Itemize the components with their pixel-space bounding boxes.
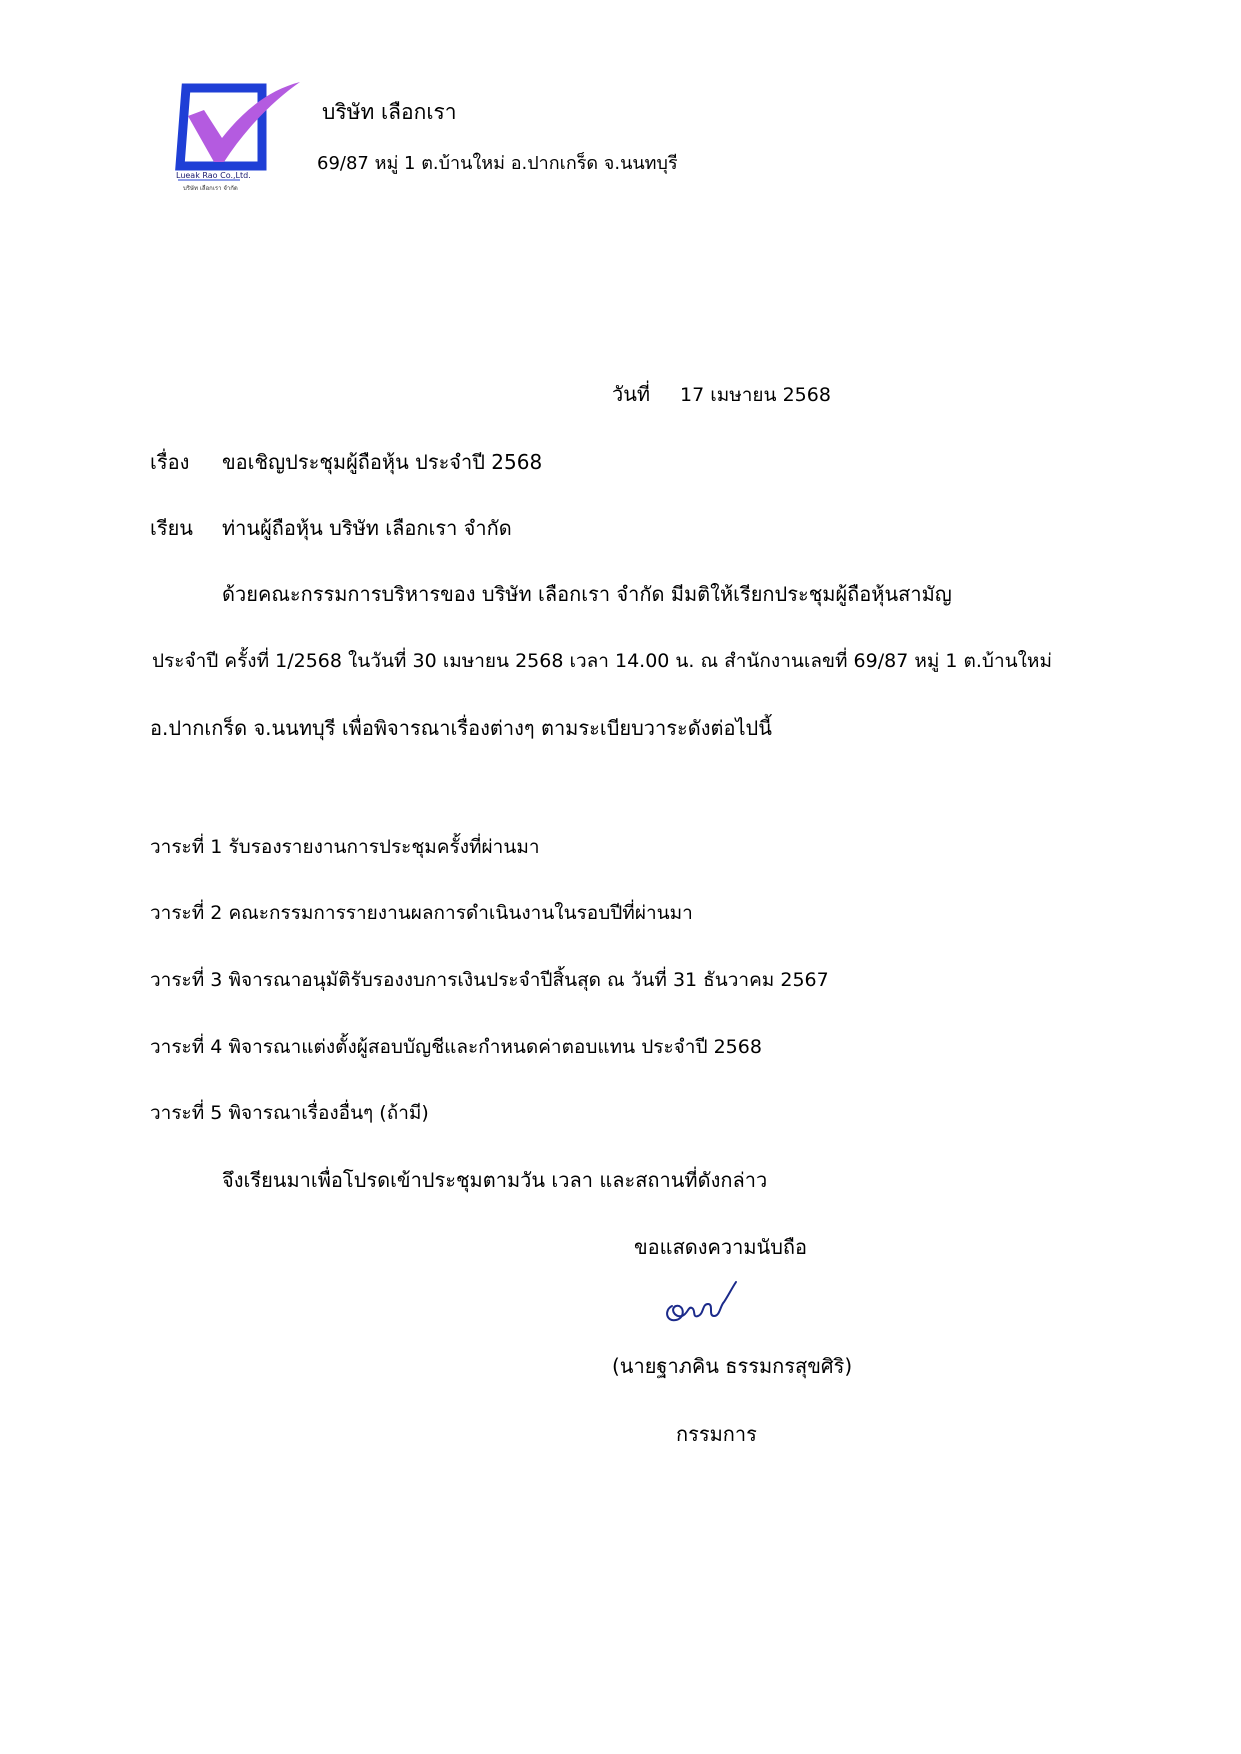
- agenda-item-5: วาระที่ 5 พิจารณาเรื่องอื่นๆ (ถ้ามี): [150, 1102, 429, 1124]
- signer-position: กรรมการ: [676, 1422, 757, 1446]
- company-name: บริษัท เลือกเรา: [322, 100, 457, 124]
- body-line-3: อ.ปากเกร็ด จ.นนทบุรี เพื่อพิจารณาเรื่องต่างๆ ตามระเบียบวาระดังต่อไปนี้: [150, 716, 772, 740]
- company-address: 69/87 หมู่ 1 ต.บ้านใหม่ อ.ปากเกร็ด จ.นนทบุรี: [317, 153, 678, 174]
- signature-icon: [662, 1276, 742, 1328]
- body-line-1: ด้วยคณะกรรมการบริหารของ บริษัท เลือกเรา จำกัด มีมติให้เรียกประชุมผู้ถือหุ้นสามัญ: [222, 582, 952, 606]
- agenda-item-4: วาระที่ 4 พิจารณาแต่งตั้งผู้สอบบัญชีและกำหนดค่าตอบแทน ประจำปี 2568: [150, 1036, 762, 1058]
- subject-label: เรื่อง: [150, 450, 190, 474]
- signer-name: (นายฐาภคิน ธรรมกรสุขศิริ): [612, 1354, 853, 1378]
- company-logo: [174, 80, 304, 200]
- recipient-text: ท่านผู้ถือหุ้น บริษัท เลือกเรา จำกัด: [222, 516, 512, 540]
- body-line-2: ประจำปี ครั้งที่ 1/2568 ในวันที่ 30 เมษายน 2568 เวลา 14.00 น. ณ สำนักงานเลขที่ 69/87 หมู่ 1 ต.บ้านใหม่: [152, 650, 1052, 672]
- agenda-item-2: วาระที่ 2 คณะกรรมการรายงานผลการดำเนินงานในรอบปีที่ผ่านมา: [150, 902, 693, 924]
- closing-text: จึงเรียนมาเพื่อโปรดเข้าประชุมตามวัน เวลา และสถานที่ดังกล่าว: [222, 1168, 768, 1192]
- regards-text: ขอแสดงความนับถือ: [634, 1235, 808, 1259]
- date-label: วันที่: [612, 382, 651, 406]
- logo-caption-thai: บริษัท เลือกเรา จำกัด: [183, 185, 238, 192]
- recipient-label: เรียน: [150, 516, 193, 540]
- agenda-item-3: วาระที่ 3 พิจารณาอนุมัติรับรองงบการเงินประจำปีสิ้นสุด ณ วันที่ 31 ธันวาคม 2567: [150, 969, 829, 991]
- agenda-item-1: วาระที่ 1 รับรองรายงานการประชุมครั้งที่ผ่านมา: [150, 836, 540, 858]
- subject-text: ขอเชิญประชุมผู้ถือหุ้น ประจำปี 2568: [222, 450, 543, 474]
- logo-caption: Lueak Rao Co.,Ltd.: [176, 171, 251, 180]
- date-value: 17 เมษายน 2568: [680, 384, 831, 406]
